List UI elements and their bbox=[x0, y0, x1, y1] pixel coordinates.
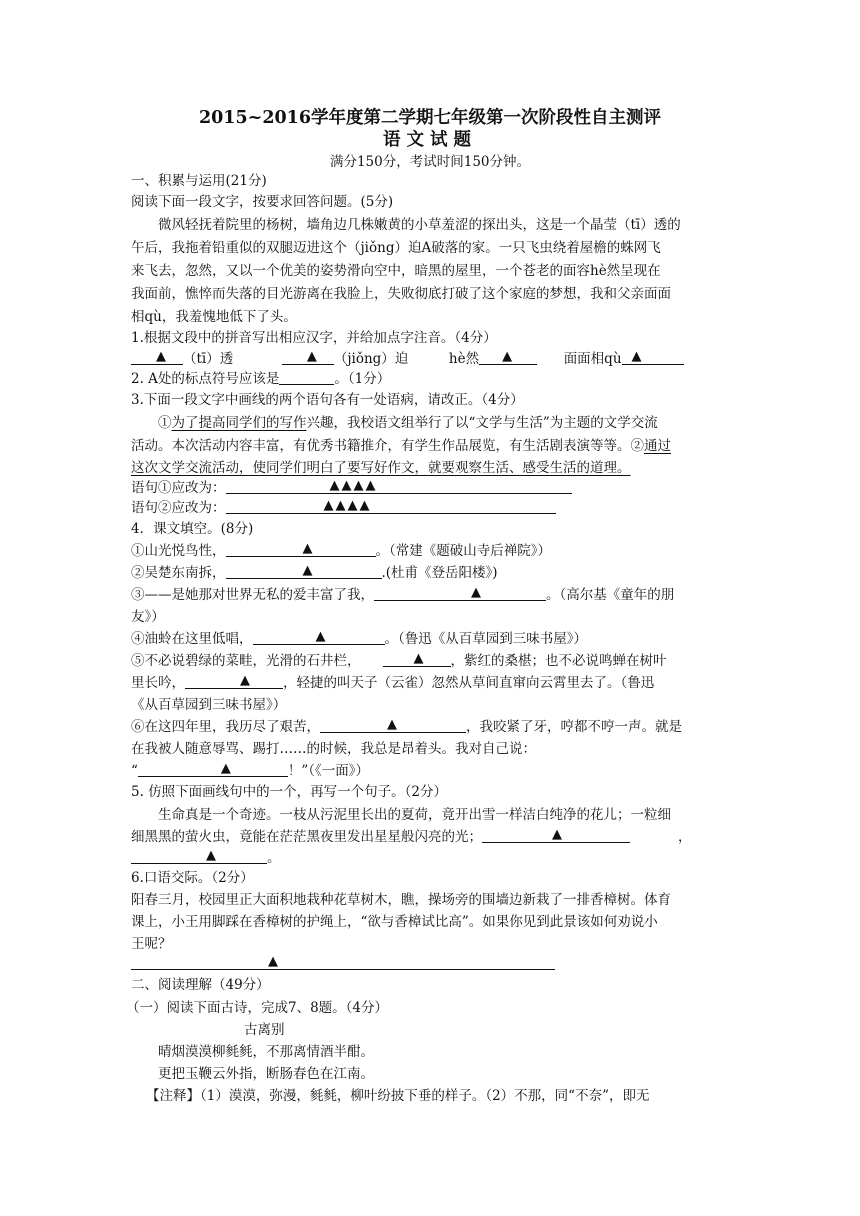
answer-blank[interactable]: ▲▲▲▲ bbox=[226, 499, 556, 514]
question-3-answer-1: 语句①应改为： ▲▲▲▲ bbox=[131, 479, 572, 497]
question-6: 6.口语交际。（2分） bbox=[131, 870, 254, 886]
poem-line: 更把玉鞭云外指，断肠春色在江南。 bbox=[158, 1066, 374, 1082]
question-4-item-cont: 里长吟， ▲ ，轻捷的叫天子（云雀）忽然从草间直窜向云霄里去了。（鲁迅 bbox=[131, 673, 655, 691]
question-6-text: 王呢？ bbox=[131, 936, 172, 952]
answer-blank[interactable] bbox=[279, 370, 334, 385]
answer-blank[interactable]: ▲ bbox=[226, 564, 382, 579]
question-4-item-cont: 《从百草园到三味书屋》） bbox=[131, 697, 287, 713]
question-4-item-cont: 在我被人随意辱骂、踢打……的时候，我总是昂着头。我对自己说： bbox=[131, 741, 536, 757]
underlined-sentence-1: 为了提高同学们的写作 bbox=[171, 415, 307, 431]
passage-line: 相qù，我羞愧地低下了头。 bbox=[131, 309, 297, 325]
answer-blank[interactable]: ▲ bbox=[479, 350, 537, 365]
exam-title: 2015~2016学年度第二学期七年级第一次阶段性自主测评 bbox=[198, 108, 662, 128]
question-4-item-cont: “ ▲ ！”（《一面》） bbox=[131, 761, 370, 779]
answer-blank[interactable]: ▲ bbox=[282, 350, 334, 365]
question-5-text: 生命真是一个奇迹。一枝从污泥里长出的夏荷，竟开出雪一样洁白纯净的花儿；一粒细 bbox=[158, 807, 671, 823]
question-3-text: 活动。本次活动内容丰富，有优秀书籍推介，有学生作品展览，有生活剧表演等等。②通过 bbox=[131, 438, 671, 454]
poem-title: 古离别 bbox=[244, 1022, 285, 1038]
section2-sub: （一）阅读下面古诗，完成7、8题。（4分） bbox=[126, 1000, 389, 1016]
question-4-item: ⑥在这四年里，我历尽了艰苦， ▲ ，我咬紧了牙，哼都不哼一声。就是 bbox=[131, 717, 682, 735]
passage-line: 来飞去，忽然，又以一个优美的姿势滑向空中，暗黑的屋里，一个苍老的面容hè然呈现在 bbox=[131, 263, 661, 279]
exam-subject-title: 语文试题 bbox=[383, 130, 477, 150]
answer-blank[interactable]: ▲ bbox=[374, 586, 546, 601]
question-4-item-cont: 友》） bbox=[131, 609, 165, 625]
section2-heading: 二、阅读理解（49分） bbox=[131, 977, 270, 993]
exam-score-note: 满分150分，考试时间150分钟。 bbox=[329, 154, 531, 170]
question-4-item: ②吴楚东南拆， ▲ .(杜甫《登岳阳楼》) bbox=[131, 563, 498, 581]
question-3-answer-2: 语句②应改为： ▲▲▲▲ bbox=[131, 499, 556, 517]
question-4-item: ⑤不必说碧绿的菜畦，光滑的石井栏， ▲ ，紫红的桑椹；也不必说鸣蝉在树叶 bbox=[131, 651, 667, 669]
question-6-text: 课上，小王用脚踩在香樟树的护绳上，“欲与香樟试比高”。如果你见到此景该如何劝说小 bbox=[131, 914, 658, 930]
section1-heading: 一、积累与运用(21分) bbox=[131, 173, 267, 189]
question-6-text: 阳春三月，校园里正大面积地栽种花草树木，瞧，操场旁的围墙边新栽了一排香樟树。体育 bbox=[131, 892, 671, 908]
question-5-answer: ▲ 。 bbox=[131, 849, 281, 867]
question-2: 2. A处的标点符号应该是 。（1分） bbox=[131, 371, 391, 387]
passage-line: 午后，我拖着铅重似的双腿迈进这个（jiǒng）迫A破落的家。一只飞虫绕着屋檐的蛛网飞 bbox=[131, 240, 661, 256]
answer-blank[interactable]: ▲ bbox=[131, 955, 555, 970]
answer-blank[interactable]: ▲ bbox=[482, 828, 630, 843]
passage-line: 微风轻抚着院里的杨树，墙角边几株嫩黄的小草羞涩的探出头，这是一个晶莹（tī）透的 bbox=[158, 217, 681, 233]
question-5-text: 细黑黑的萤火虫，竟能在茫茫黑夜里发出星星般闪亮的光； ▲ ， bbox=[131, 827, 692, 845]
answer-blank[interactable]: ▲▲▲▲ bbox=[226, 479, 572, 494]
answer-blank[interactable]: ▲ bbox=[383, 652, 451, 667]
question-6-answer bbox=[131, 955, 555, 973]
underlined-sentence-2: 通过 bbox=[644, 438, 671, 454]
question-3: 3.下面一段文字中画线的两个语句各有一处语病，请改正。（4分） bbox=[131, 392, 524, 408]
question-1-answers: ▲ （tī）透 ▲ （jiǒng）迫 hè然 ▲ 面面相qù ▲ bbox=[131, 350, 684, 368]
question-4-item: ④油蛉在这里低唱， ▲ 。（鲁迅《从百草园到三味书屋》） bbox=[131, 629, 587, 647]
answer-blank[interactable]: ▲ bbox=[131, 849, 267, 864]
question-4-item: ①山光悦鸟性， ▲ 。（常建《题破山寺后禅院》） bbox=[131, 541, 551, 559]
answer-blank[interactable]: ▲ bbox=[131, 350, 183, 365]
poem-note: 【注释】（1）漠漠，弥漫，毵毵，柳叶纷披下垂的样子。（2）不那，同“不奈”，即无 bbox=[146, 1088, 650, 1104]
underlined-sentence-2-cont: 这次文学交流活动，使同学们明白了要写好作文，就要观察生活、感受生活的道理。 bbox=[131, 460, 631, 476]
section1-intro: 阅读下面一段文字，按要求回答问题。(5分) bbox=[131, 194, 394, 210]
question-5: 5. 仿照下面画线句中的一个，再写一个句子。（2分） bbox=[131, 784, 448, 800]
answer-blank[interactable]: ▲ bbox=[185, 674, 283, 689]
poem-line: 晴烟漠漠柳毵毵，不那离情酒半酣。 bbox=[158, 1044, 374, 1060]
answer-blank[interactable]: ▲ bbox=[622, 350, 684, 365]
question-4-item: ③——是她那对世界无私的爱丰富了我， ▲ 。（高尔基《童年的朋 bbox=[131, 585, 675, 603]
question-1: 1.根据文段中的拼音写出相应汉字，并给加点字注音。（4分） bbox=[131, 330, 497, 346]
question-3-text: ①为了提高同学们的写作兴趣，我校语文组举行了以“文学与生活”为主题的文学交流 bbox=[158, 415, 658, 431]
question-3-text bbox=[131, 459, 631, 477]
question-4: 4．课文填空。(8分) bbox=[131, 521, 254, 537]
answer-blank[interactable]: ▲ bbox=[138, 762, 288, 777]
answer-blank[interactable]: ▲ bbox=[226, 542, 376, 557]
passage-line: 我面前，憔悴而失落的目光游离在我脸上，失败彻底打破了这个家庭的梦想，我和父亲面面 bbox=[131, 286, 671, 302]
answer-blank[interactable]: ▲ bbox=[320, 718, 466, 733]
answer-blank[interactable]: ▲ bbox=[253, 630, 385, 645]
